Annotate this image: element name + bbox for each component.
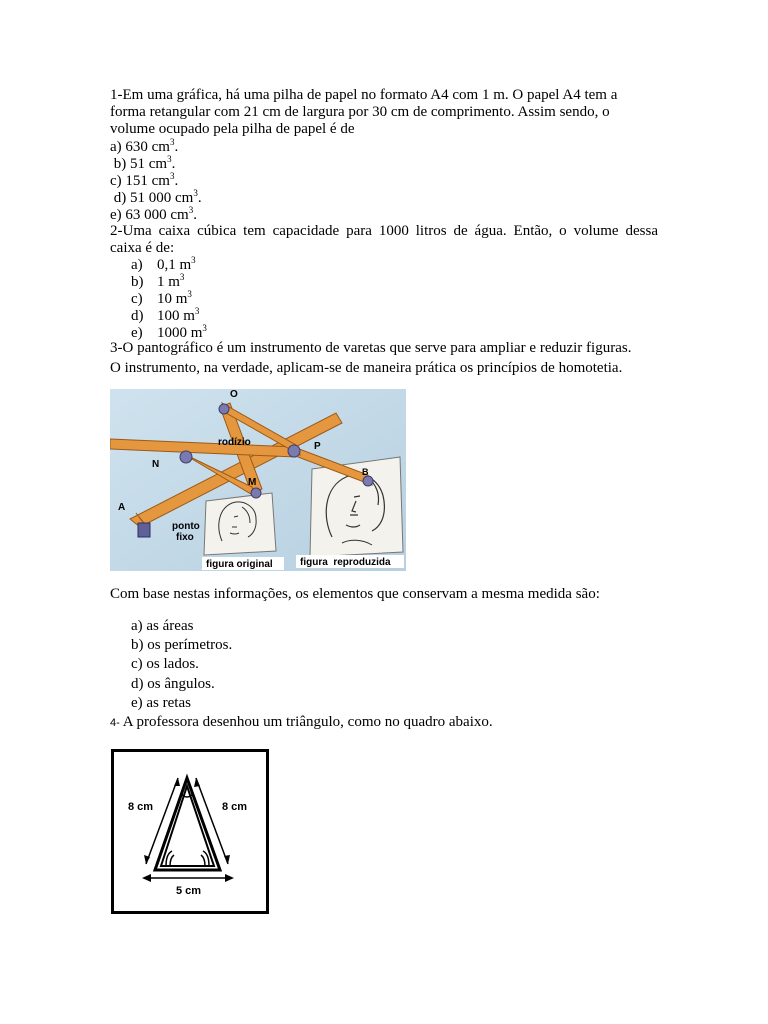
label-a: A [118, 502, 126, 513]
q2-option-a-text: 0,1 m [157, 257, 192, 273]
q1-option-e-text: e) 63 000 cm [110, 207, 189, 223]
q2-option-a [157, 257, 196, 274]
q1-option-b-sup: 3 [167, 154, 172, 164]
q2-option-e-letter: e) [131, 325, 143, 341]
q1-option-c [110, 173, 178, 190]
q2-option-c-text: 10 m [157, 291, 188, 307]
q3-line-2: O instrumento, na verdade, aplicam-se de maneira prática os princípios de homotetia. [110, 360, 623, 376]
q1-option-c-sup: 3 [169, 171, 175, 181]
q1-line-2: forma retangular com 21 cm de largura por 30 cm de comprimento. Assim sendo, o [110, 104, 610, 120]
base-label: 5 cm [176, 885, 202, 897]
q2-option-b-letter: b) [131, 274, 144, 290]
label-p: P [314, 441, 321, 452]
q1-line-3: volume ocupado pela pilha de papel é de [110, 121, 355, 137]
triangle-figure [110, 748, 270, 915]
q3-option-a: a) as áreas [131, 618, 194, 634]
label-o: O [230, 389, 238, 400]
original-drawing-sheet [204, 493, 276, 555]
label-n: N [152, 459, 160, 470]
q4-text: A professora desenhou um triângulo, como no quadro abaixo. [119, 714, 493, 730]
right-side-label: 8 cm [222, 801, 248, 813]
label-b: B [362, 467, 369, 477]
q1-option-a-text: a) 630 cm [110, 139, 170, 155]
caption-original: figura original [206, 559, 273, 570]
q1-option-b-text: b) 51 cm [110, 156, 168, 172]
q2-line-2: caixa é de: [110, 240, 175, 256]
fixed-point-base [138, 523, 150, 537]
q3-line-1: 3-O pantográfico é um instrumento de varetas que serve para ampliar e reduzir figuras. [110, 340, 632, 356]
q1-option-c-tail: . [174, 173, 179, 189]
q1-line-1: 1-Em uma gráfica, há uma pilha de papel no formato A4 com 1 m. O papel A4 tem a [110, 87, 618, 103]
q2-option-b-text: 1 m [157, 274, 180, 290]
q2-option-e-text: 1000 m [157, 325, 203, 341]
q2-option-d [157, 308, 199, 325]
label-m: M [248, 477, 257, 488]
q4-line [110, 714, 493, 732]
pantograph-figure [110, 389, 406, 571]
q2-option-d-letter: d) [131, 308, 144, 324]
q1-option-e [110, 207, 197, 224]
q2-option-a-sup: 3 [191, 255, 196, 265]
q3-option-d: d) os ângulos. [131, 676, 215, 692]
q2-line-1: 2-Uma caixa cúbica tem capacidade para 1000 litros de água. Então, o volume dessa [110, 223, 658, 239]
q3-option-b: b) os perímetros. [131, 637, 233, 653]
q1-option-a-sup: 3 [169, 137, 175, 147]
label-rodizio: rodízio [218, 437, 251, 448]
q1-option-d-text: d) 51 000 cm [110, 190, 194, 206]
label-fixo: fixo [176, 532, 194, 543]
q3-prompt: Com base nestas informações, os elementos que conservam a mesma medida são: [110, 586, 600, 602]
q1-option-a-tail: . [174, 139, 179, 155]
q2-option-d-text: 100 m [157, 308, 195, 324]
q2-option-d-sup: 3 [194, 306, 200, 316]
q1-option-c-text: c) 151 cm [110, 173, 170, 189]
q2-option-b [157, 274, 184, 291]
q2-option-c-letter: c) [131, 291, 143, 307]
q1-option-d-tail: . [197, 190, 202, 206]
caption-reproduced: figura reproduzida [300, 557, 391, 568]
left-side-label: 8 cm [128, 801, 154, 813]
q2-option-c-sup: 3 [187, 289, 192, 299]
q3-option-c: c) os lados. [131, 656, 199, 672]
q3-option-e: e) as retas [131, 695, 191, 711]
q1-option-e-tail: . [193, 207, 197, 223]
q1-option-b-tail: . [171, 156, 176, 172]
q2-option-e-sup: 3 [202, 323, 207, 333]
q1-option-e-sup: 3 [188, 205, 194, 215]
q2-option-b-sup: 3 [179, 272, 185, 282]
label-ponto: ponto [172, 521, 200, 532]
q2-option-c [157, 291, 192, 308]
q2-option-a-letter: a) [131, 257, 143, 273]
q4-number: 4- [110, 717, 120, 729]
q1-option-b [110, 156, 175, 173]
q1-option-d-sup: 3 [193, 188, 198, 198]
